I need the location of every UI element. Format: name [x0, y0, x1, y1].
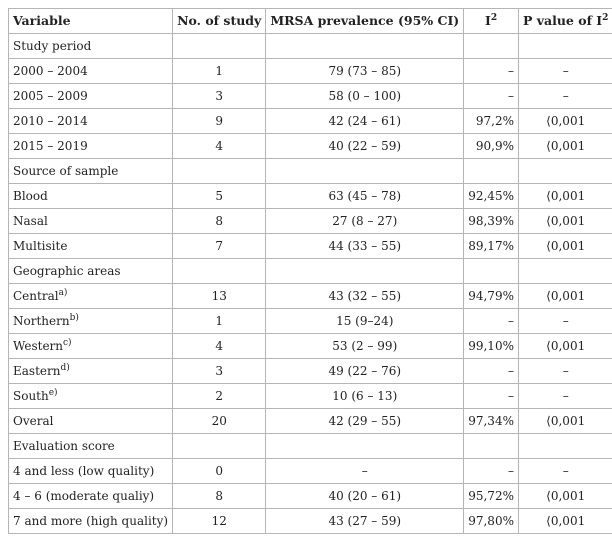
- i2-cell: 98,39%: [464, 209, 519, 234]
- empty-cell: [518, 434, 612, 459]
- prevalence-cell: 15 (9–24): [266, 309, 464, 334]
- prevalence-cell: 43 (32 – 55): [266, 284, 464, 309]
- pvalue-cell: ⟨0,001: [518, 184, 612, 209]
- mrsa-prevalence-table: [8, 8, 612, 534]
- pvalue-cell: –: [518, 359, 612, 384]
- pvalue-cell: –: [518, 84, 612, 109]
- empty-cell: [518, 259, 612, 284]
- empty-cell: [266, 434, 464, 459]
- i2-cell: 89,17%: [464, 234, 519, 259]
- section-row: [9, 259, 612, 284]
- studies-cell: 13: [173, 284, 266, 309]
- row-label-cell: [9, 359, 173, 384]
- header-i2-sup: 2: [490, 12, 498, 23]
- prevalence-cell: 42 (29 – 55): [266, 409, 464, 434]
- i2-cell: 92,45%: [464, 184, 519, 209]
- table-row: [9, 359, 612, 384]
- studies-cell: 2: [173, 384, 266, 409]
- row-label: Central: [13, 289, 59, 303]
- pvalue-cell: ⟨0,001: [518, 334, 612, 359]
- empty-cell: [266, 34, 464, 59]
- row-label-cell: [9, 134, 173, 159]
- empty-cell: [173, 259, 266, 284]
- i2-cell: 99,10%: [464, 334, 519, 359]
- studies-cell: 20: [173, 409, 266, 434]
- studies-cell: 3: [173, 84, 266, 109]
- table-row: [9, 384, 612, 409]
- section-label: Study period: [9, 34, 173, 59]
- row-label: Multisite: [13, 239, 68, 253]
- row-label-cell: [9, 334, 173, 359]
- studies-cell: 1: [173, 309, 266, 334]
- table-row: [9, 459, 612, 484]
- prevalence-cell: 49 (22 – 76): [266, 359, 464, 384]
- i2-cell: 90,9%: [464, 134, 519, 159]
- footnote-marker: d): [60, 363, 70, 373]
- table-row: [9, 84, 612, 109]
- table-row: [9, 409, 612, 434]
- studies-cell: 8: [173, 209, 266, 234]
- header-prevalence: MRSA prevalence (95% CI): [266, 9, 464, 34]
- row-label-cell: [9, 109, 173, 134]
- header-studies: No. of study: [173, 9, 266, 34]
- header-pvalue-base: P value of I: [522, 13, 603, 28]
- empty-cell: [464, 259, 519, 284]
- i2-cell: –: [464, 309, 519, 334]
- footnote-marker: b): [69, 313, 79, 323]
- table-row: [9, 334, 612, 359]
- row-label-cell: [9, 84, 173, 109]
- table-row: [9, 484, 612, 509]
- i2-cell: 97,80%: [464, 509, 519, 534]
- prevalence-cell: 42 (24 – 61): [266, 109, 464, 134]
- prevalence-cell: 40 (20 – 61): [266, 484, 464, 509]
- row-label: Northern: [13, 314, 70, 328]
- row-label-cell: [9, 459, 173, 484]
- i2-cell: 97,34%: [464, 409, 519, 434]
- row-label: Eastern: [13, 364, 61, 378]
- row-label: 2005 – 2009: [13, 89, 88, 103]
- pvalue-cell: ⟨0,001: [518, 284, 612, 309]
- table-row: [9, 209, 612, 234]
- i2-cell: –: [464, 459, 519, 484]
- pvalue-cell: ⟨0,001: [518, 134, 612, 159]
- studies-cell: 8: [173, 484, 266, 509]
- header-i2-base: I: [485, 13, 491, 28]
- row-label-cell: [9, 234, 173, 259]
- row-label: South: [13, 389, 49, 403]
- row-label-cell: [9, 184, 173, 209]
- i2-cell: –: [464, 59, 519, 84]
- i2-cell: 95,72%: [464, 484, 519, 509]
- table-wrapper: [8, 8, 612, 534]
- row-label: 4 and less (low quality): [13, 464, 155, 478]
- empty-cell: [518, 159, 612, 184]
- row-label-cell: [9, 209, 173, 234]
- studies-cell: 0: [173, 459, 266, 484]
- header-row: [9, 9, 612, 34]
- empty-cell: [173, 34, 266, 59]
- row-label: 2010 – 2014: [13, 114, 88, 128]
- row-label: 7 and more (high quality): [13, 514, 169, 528]
- pvalue-cell: ⟨0,001: [518, 209, 612, 234]
- pvalue-cell: –: [518, 309, 612, 334]
- i2-cell: 94,79%: [464, 284, 519, 309]
- footnote-marker: e): [48, 388, 58, 398]
- prevalence-cell: 63 (45 – 78): [266, 184, 464, 209]
- section-row: [9, 34, 612, 59]
- section-label: Source of sample: [9, 159, 173, 184]
- empty-cell: [266, 159, 464, 184]
- footnote-marker: c): [63, 338, 72, 348]
- pvalue-cell: –: [518, 459, 612, 484]
- pvalue-cell: ⟨0,001: [518, 409, 612, 434]
- prevalence-cell: –: [266, 459, 464, 484]
- row-label-cell: [9, 384, 173, 409]
- header-pvalue: [518, 9, 612, 34]
- header-pvalue-sup: 2: [602, 12, 609, 23]
- studies-cell: 3: [173, 359, 266, 384]
- empty-cell: [173, 434, 266, 459]
- row-label-cell: [9, 309, 173, 334]
- empty-cell: [518, 34, 612, 59]
- prevalence-cell: 53 (2 – 99): [266, 334, 464, 359]
- prevalence-cell: 44 (33 – 55): [266, 234, 464, 259]
- row-label: Nasal: [13, 214, 48, 228]
- table-row: [9, 184, 612, 209]
- row-label: Overal: [13, 414, 54, 428]
- table-body: [9, 34, 612, 534]
- table-row: [9, 509, 612, 534]
- pvalue-cell: –: [518, 384, 612, 409]
- header-variable: Variable: [9, 9, 173, 34]
- table-row: [9, 134, 612, 159]
- studies-cell: 7: [173, 234, 266, 259]
- prevalence-cell: 40 (22 – 59): [266, 134, 464, 159]
- pvalue-cell: ⟨0,001: [518, 484, 612, 509]
- row-label: 2015 – 2019: [13, 139, 88, 153]
- table-row: [9, 284, 612, 309]
- row-label: Western: [13, 339, 64, 353]
- i2-cell: –: [464, 359, 519, 384]
- table-row: [9, 309, 612, 334]
- empty-cell: [266, 259, 464, 284]
- header-i2: [464, 9, 519, 34]
- prevalence-cell: 79 (73 – 85): [266, 59, 464, 84]
- empty-cell: [464, 159, 519, 184]
- prevalence-cell: 27 (8 – 27): [266, 209, 464, 234]
- i2-cell: –: [464, 384, 519, 409]
- pvalue-cell: ⟨0,001: [518, 234, 612, 259]
- empty-cell: [173, 159, 266, 184]
- row-label-cell: [9, 509, 173, 534]
- pvalue-cell: –: [518, 59, 612, 84]
- section-label: Evaluation score: [9, 434, 173, 459]
- row-label: 2000 – 2004: [13, 64, 88, 78]
- table-row: [9, 109, 612, 134]
- studies-cell: 4: [173, 134, 266, 159]
- section-row: [9, 159, 612, 184]
- studies-cell: 9: [173, 109, 266, 134]
- studies-cell: 1: [173, 59, 266, 84]
- row-label-cell: [9, 409, 173, 434]
- empty-cell: [464, 434, 519, 459]
- prevalence-cell: 58 (0 – 100): [266, 84, 464, 109]
- row-label: Blood: [13, 189, 48, 203]
- table-row: [9, 234, 612, 259]
- footnote-marker: a): [58, 288, 68, 298]
- empty-cell: [464, 34, 519, 59]
- row-label-cell: [9, 484, 173, 509]
- studies-cell: 4: [173, 334, 266, 359]
- section-row: [9, 434, 612, 459]
- i2-cell: –: [464, 84, 519, 109]
- prevalence-cell: 43 (27 – 59): [266, 509, 464, 534]
- studies-cell: 12: [173, 509, 266, 534]
- prevalence-cell: 10 (6 – 13): [266, 384, 464, 409]
- i2-cell: 97,2%: [464, 109, 519, 134]
- row-label-cell: [9, 59, 173, 84]
- row-label-cell: [9, 284, 173, 309]
- section-label: Geographic areas: [9, 259, 173, 284]
- row-label: 4 – 6 (moderate qualiy): [13, 489, 155, 503]
- pvalue-cell: ⟨0,001: [518, 509, 612, 534]
- table-row: [9, 59, 612, 84]
- pvalue-cell: ⟨0,001: [518, 109, 612, 134]
- studies-cell: 5: [173, 184, 266, 209]
